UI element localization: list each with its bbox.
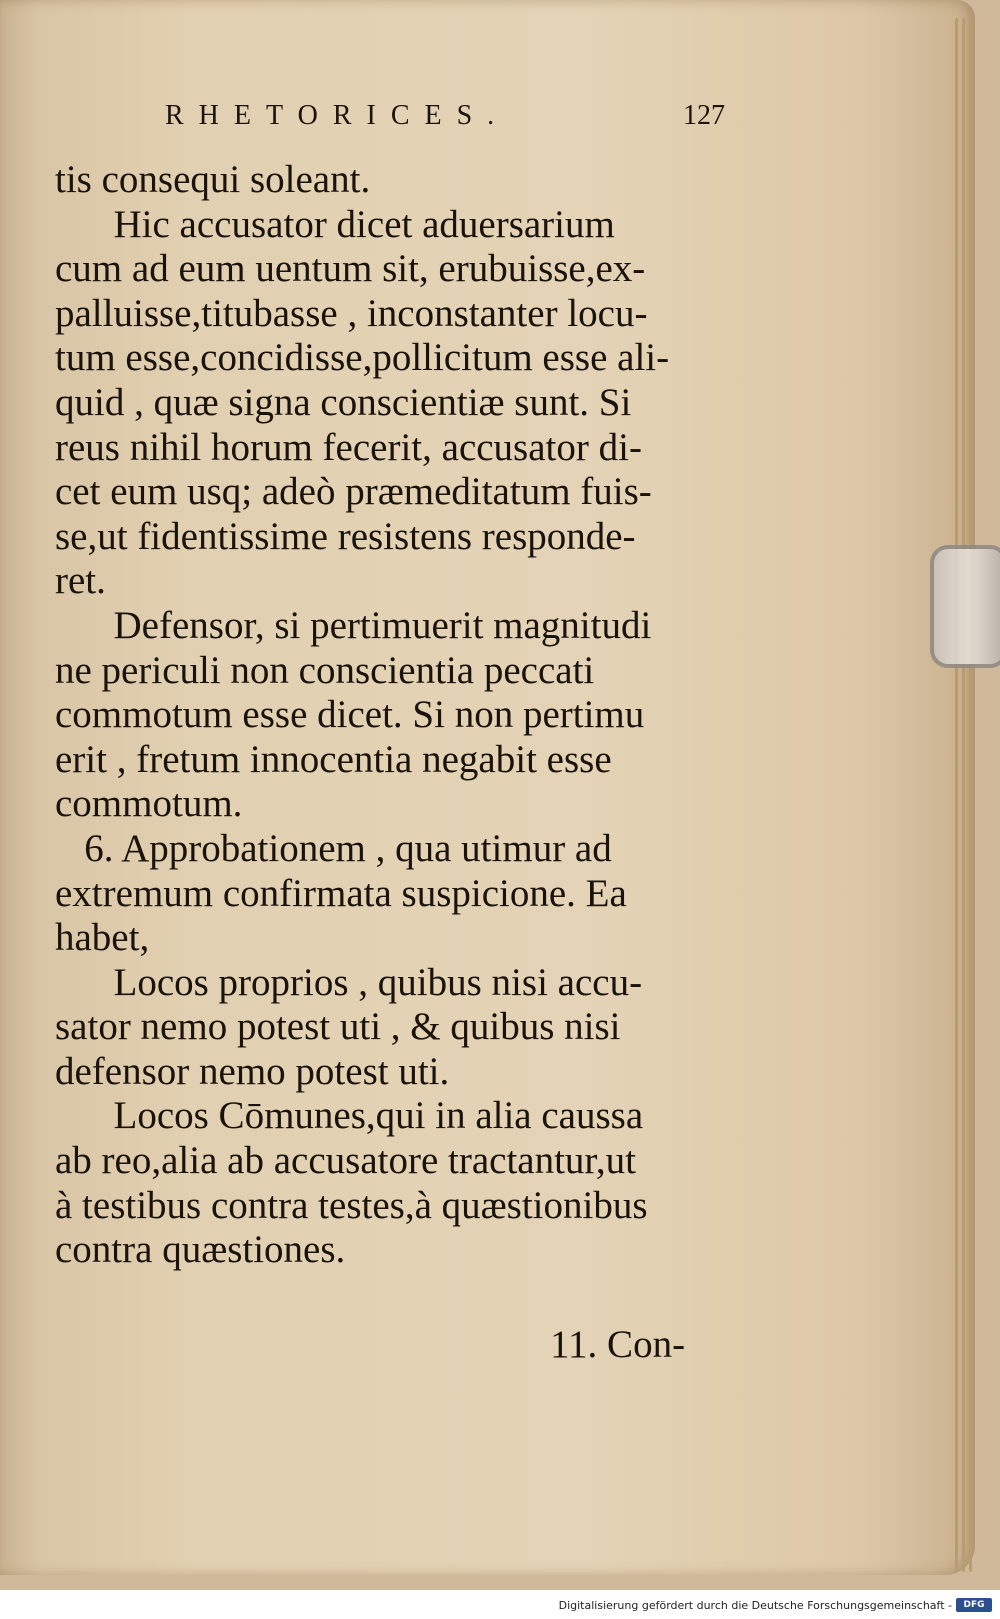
text-line: à testibus contra testes,à quæstionibus: [55, 1183, 648, 1227]
text-line: cet eum usq; adeò præmeditatum fuis-: [55, 470, 652, 514]
page-edge: [962, 18, 965, 1572]
funding-credit: Digitalisierung gefördert durch die Deutsche Forschungsgemeinschaft -: [558, 1599, 952, 1612]
text-line: Hic accusator dicet aduersarium: [55, 202, 615, 246]
text-line: defensor nemo potest uti.: [55, 1049, 450, 1093]
catchword: 11. Con-: [550, 1323, 686, 1366]
page-edge: [955, 18, 958, 1572]
folio-number: 127: [683, 100, 725, 131]
text-line: quid , quæ signa conscientiæ sunt. Si: [55, 380, 632, 424]
text-line: contra quæstiones.: [55, 1228, 346, 1272]
running-head: RHETORICES.: [165, 100, 510, 131]
text-line: Defensor, si pertimuerit magnitudi: [55, 603, 652, 647]
text-line: ab reo,alia ab accusatore tractantur,ut: [55, 1139, 636, 1183]
body-text: [55, 158, 735, 1273]
text-line: Locos Cōmunes,qui in alia caussa: [55, 1094, 644, 1138]
text-line: sator nemo potest uti , & quibus nisi: [55, 1005, 621, 1049]
text-line: Locos proprios , quibus nisi accu-: [55, 960, 643, 1004]
text-line: 6. Approbationem , qua utimur ad: [55, 826, 612, 870]
page-edge: [969, 18, 972, 1572]
text-line: erit , fretum innocentia negabit esse: [55, 737, 612, 781]
text-line: tum esse,concidisse,pollicitum esse ali-: [55, 336, 670, 380]
text-line: se,ut fidentissime resistens responde-: [55, 514, 636, 558]
page-header: [165, 100, 725, 140]
text-line: tis consequi soleant.: [55, 158, 371, 201]
text-line: ret.: [55, 559, 106, 603]
text-line: commotum.: [55, 782, 243, 826]
text-line: ne periculi non conscientia peccati: [55, 648, 595, 692]
text-line: palluisse,titubasse , inconstanter locu-: [55, 291, 648, 335]
text-line: habet,: [55, 916, 150, 960]
dfg-logo: DFG: [956, 1598, 992, 1612]
text-line: reus nihil horum fecerit, accusator di-: [55, 425, 642, 469]
text-line: extremum confirmata suspicione. Ea: [55, 871, 627, 915]
digitization-footer: [0, 1596, 1000, 1616]
page-clip: [930, 545, 1000, 668]
text-line: commotum esse dicet. Si non pertimu: [55, 693, 645, 737]
text-line: cum ad eum uentum sit, erubuisse,ex-: [55, 247, 646, 291]
